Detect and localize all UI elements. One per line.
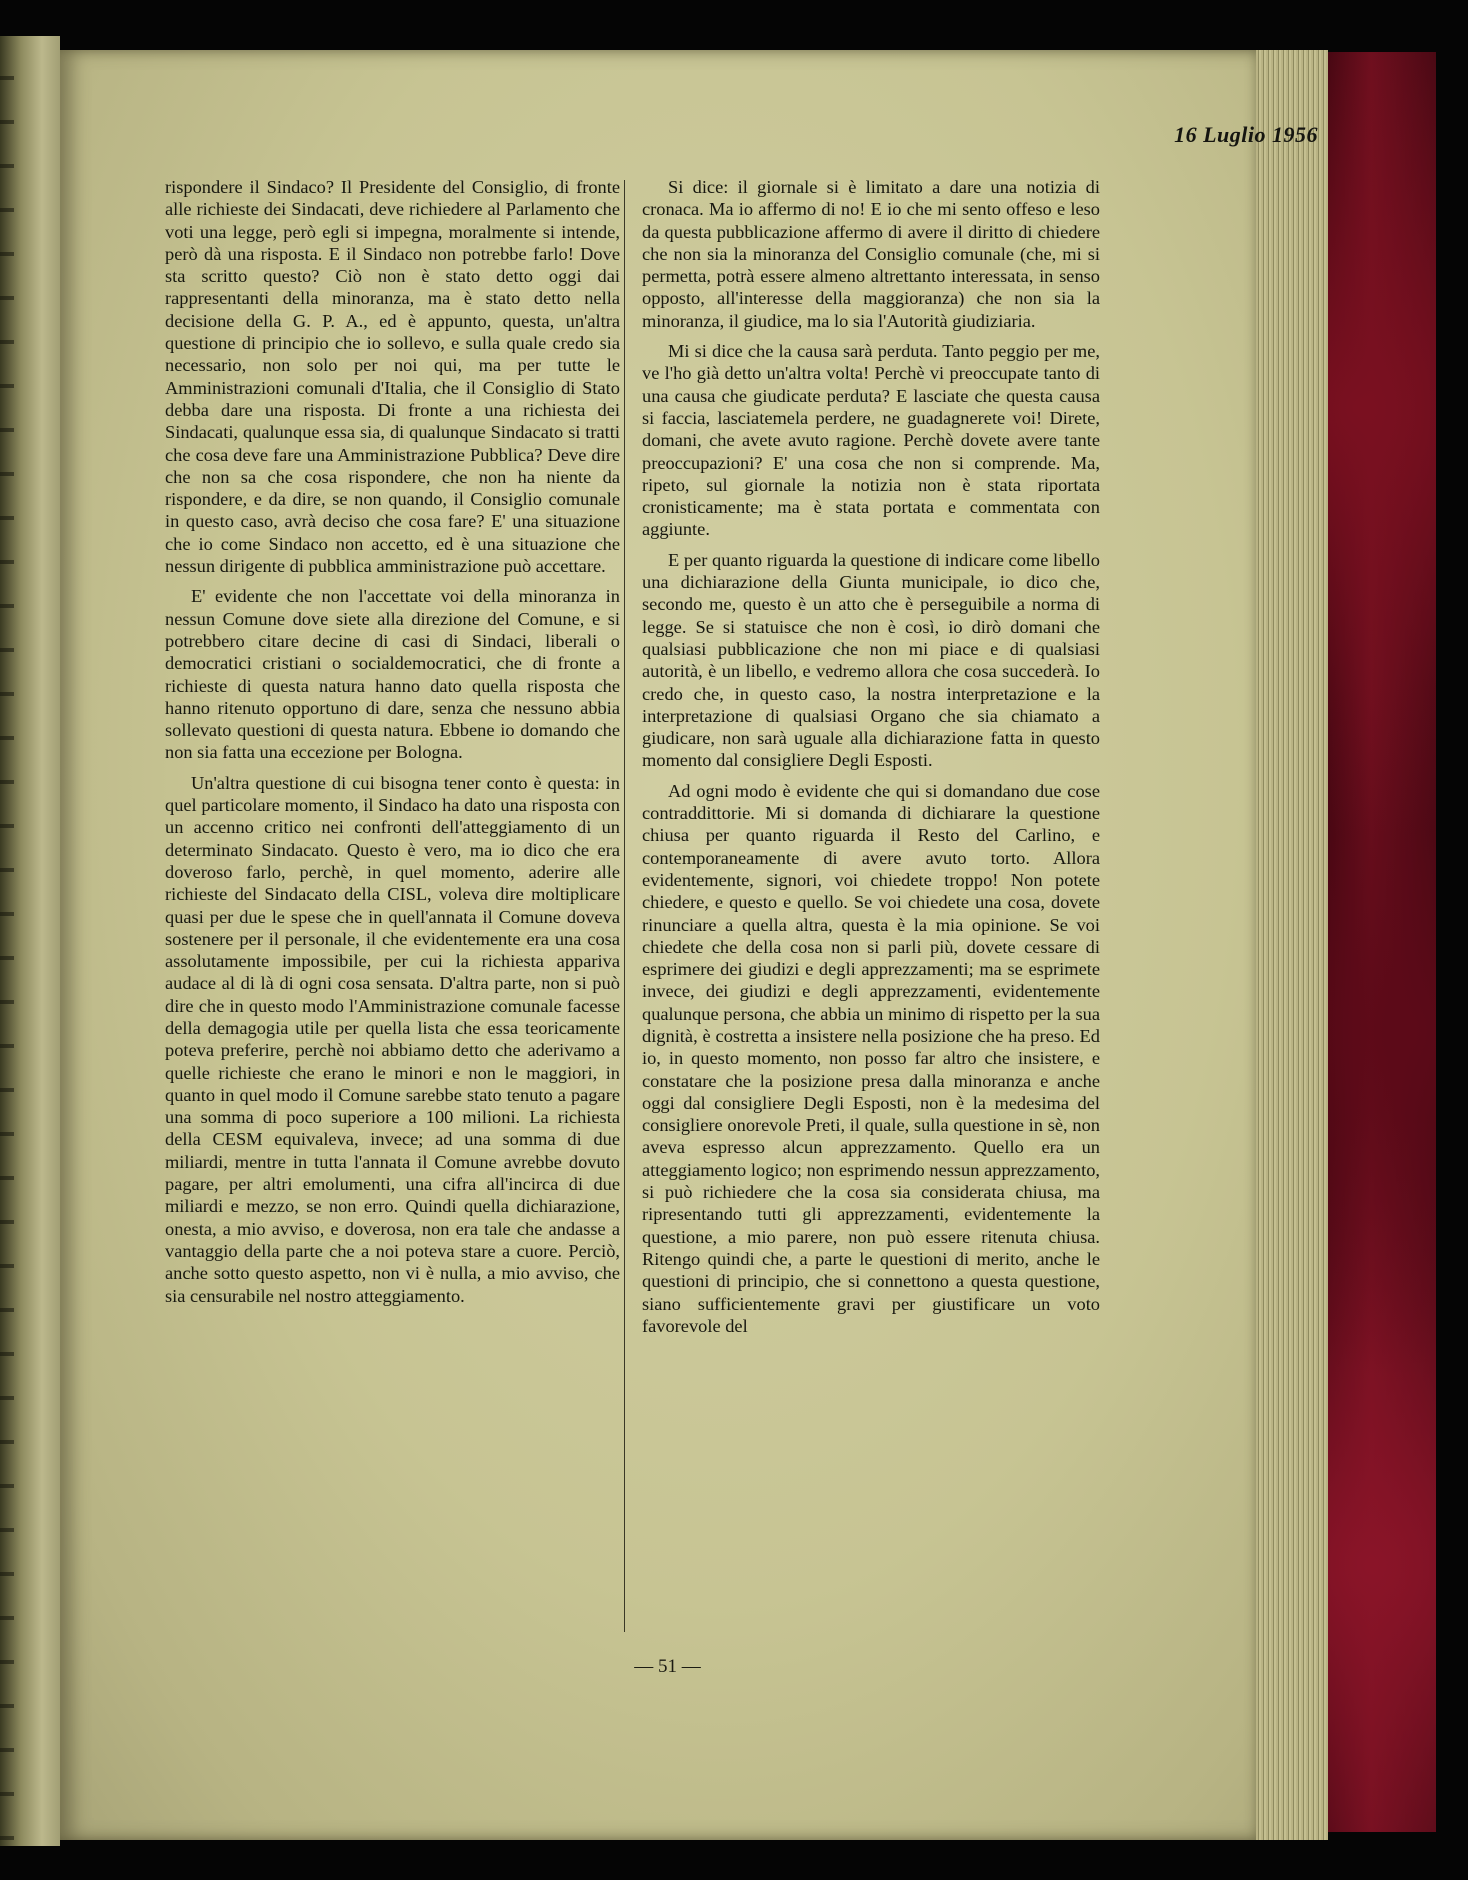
paragraph: E per quanto riguarda la questione di indicare come libello una dichiarazione della Giunta municipale, io dico che, secondo me, questo è un atto che è perseguibile a norma di legge. Se si statuisce che non è così, io dirò domani che qualsiasi pubblicazione che non mi piace e di qualsiasi autorità, è un libello, e vedremo allora che cosa succederà. Io credo che, in questo caso, la nostra interpretazione e la interpretazione di qualsiasi Organo che sia chiamato a giudicare, non sarà uguale alla dichiarazione fatta in questo momento dal consigliere Degli Esposti.	[642, 549, 1100, 771]
paragraph: E' evidente che non l'accettate voi della minoranza in nessun Comune dove siete alla direzione del Comune, e si potrebbero citare decine di casi di Sindaci, liberali o democratici cristiani o socialdemocratici, che di fronte a richieste di questa natura hanno dato quella risposta che hanno ritenuto opportuno di dare, senza che nessuno abbia sollevato questioni di questa natura. Ebbene io domando che non sia fatta una eccezione per Bologna.	[165, 586, 620, 763]
paragraph: Un'altra questione di cui bisogna tener conto è questa: in quel particolare momento, il Sindaco ha dato una risposta con un accenno critico nei confronti dell'atteggiamento di un determinato Sindacato. Questo è vero, ma io dico che era doveroso farlo, perchè, in quel momento, aderire alle richieste del Sindacato della CISL, voleva dire moltiplicare quasi per due le spese che in quell'annata il Comune doveva sostenere per il personale, il che evidentemente era una cosa assolutamente impossibile, per cui la richiesta appariva audace al di là di ogni cosa sensata. D'altra parte, non si può dire che in questo modo l'Amministrazione comunale facesse della demagogia utile per quella lista che essa teoricamente poteva preferire, perchè noi abbiamo detto che aderivamo a quelle richieste che erano le minori e non le maggiori, in quanto in quel modo il Comune sarebbe stato tenuto a pagare una somma di poco superiore a 100 milioni. La richiesta della CESM equivaleva, invece; ad una somma di due miliardi, mentre in tutta l'annata il Comune avrebbe dovuto pagare, per altri emolumenti, una cifra all'incirca di due miliardi e mezzo, se non erro. Quindi quella dichiarazione, onesta, a mio avviso, e doverosa, non era tale che andasse a vantaggio della parte che a noi poteva stare a cuore. Perciò, anche sotto questo aspetto, non vi è nulla, a mio avviso, che sia censurabile nel nostro atteggiamento.	[165, 772, 620, 1306]
previous-page-text-fragments	[0, 36, 14, 1846]
paragraph: Ad ogni modo è evidente che qui si domandano due cose contraddittorie. Mi si domanda di dichiarare la questione chiusa per quanto riguarda il Resto del Carlino, e contemporaneamente di avere avuto torto. Allora evidentemente, signori, voi chiedete troppo! Non potete chiedere, e questo e quello. Se voi chiedete una cosa, dovete rinunciare a quella altra, questa è la mia opinione. Se voi chiedete che della cosa non si parli più, dovete cessare di esprimere dei giudizi e degli apprezzamenti; ma se esprimete invece, dei giudizi e degli apprezzamenti, evidentemente qualunque persona, che abbia un minimo di rispetto per la sua dignità, è costretta a insistere nella posizione che ha preso. Ed io, in questo momento, non posso far altro che insistere, e constatare che la posizione presa dalla minoranza e anche oggi dal consigliere Degli Esposti, non è la medesima del consigliere onorevole Preti, il quale, sulla questione in sè, non aveva espresso alcun apprezzamento. Quello era un atteggiamento logico; non esprimendo nessun apprezzamento, si può richiedere che la cosa sia considerata chiusa, ma ripresentando tutti gli apprezzamenti, evidentemente la questione, a mio parere, non può essere ritenuta chiusa. Ritengo quindi che, a parte le questioni di merito, anche le questioni di principio, che si connettono a questa questione, siano sufficientemente gravi per giustificare un voto favorevole del	[642, 780, 1100, 1336]
left-text-column	[165, 176, 620, 1315]
paragraph: Mi si dice che la causa sarà perduta. Tanto peggio per me, ve l'ho già detto un'altra volta! Perchè vi preoccupate tanto di una causa che giudicate perduta? E lasciate che questa causa si faccia, lasciatemela perdere, ne guadagnerete voi! Direte, domani, che avete avuto ragione. Perchè dovete avere tante preoccupazioni? E' una cosa che non si comprende. Ma, ripeto, sul giornale la notizia non è stata riportata cronisticamente; ma è stata portata e commentata con aggiunte.	[642, 341, 1100, 540]
page-date-header: 16 Luglio 1956	[1174, 122, 1318, 147]
page-number: — 51 —	[634, 1656, 701, 1677]
page-stack-edge	[1256, 50, 1328, 1840]
paragraph: rispondere il Sindaco? Il Presidente del Consiglio, di fronte alle richieste dei Sindacati, deve richiedere al Parlamento che voti una legge, però egli si impegna, moralmente si intende, però dà una risposta. E il Sindaco non potrebbe farlo! Dove sta scritto questo? Ciò non è stato detto oggi dai rappresentanti della minoranza, ma è stato detto nella decisione della G. P. A., ed è appunto, questa, un'altra questione di principio che io sollevo, e sulla quale credo sia necessario, non solo per noi qui, ma per tutte le Amministrazioni comunali d'Italia, che il Consiglio di Stato debba dare una risposta. Di fronte a una richiesta dei Sindacati, qualunque essa sia, di qualunque Sindacato si tratti che cosa deve fare una Amministrazione Pubblica? Deve dire che non sa che cosa rispondere, che non ha niente da rispondere, e da dire, se non quando, il Consiglio comunale in questo caso, avrà deciso che cosa fare? E' una situazione che io come Sindaco non accetto, ed è una situazione che nessun dirigente di pubblica amministrazione può accettare.	[165, 177, 620, 577]
paragraph: Si dice: il giornale si è limitato a dare una notizia di cronaca. Ma io affermo di no! E io che mi sento offeso e leso da questa pubblicazione affermo di avere il diritto di chiedere che non sia la minoranza del Consiglio comunale (che, mi si permetta, potrà essere almeno altrettanto interessata, in senso opposto, all'interesse della maggioranza) che non sia la minoranza, il giudice, ma lo sia l'Autorità giudiziaria.	[642, 177, 1100, 331]
book-binding	[1328, 52, 1436, 1832]
right-text-column	[642, 176, 1100, 1345]
column-divider	[624, 180, 625, 1632]
